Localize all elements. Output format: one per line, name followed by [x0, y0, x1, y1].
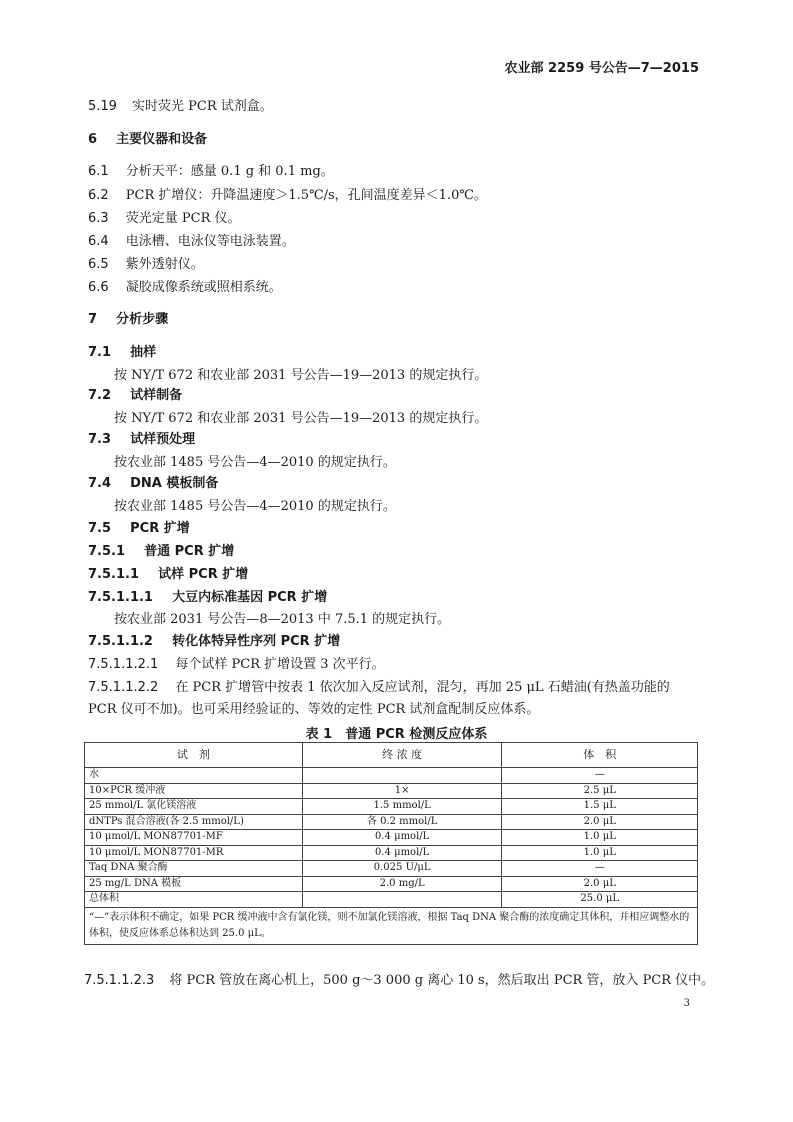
cell-volume: 2.0 μL: [502, 814, 698, 830]
cell-volume: 25.0 μL: [502, 892, 698, 908]
section-number: 7.5: [88, 521, 112, 536]
item-text: 凝胶成像系统或照相系统。: [125, 280, 282, 295]
section-number: 6: [88, 132, 98, 147]
table-row: [85, 892, 698, 908]
item-6-5: [88, 253, 204, 272]
cell-reagent: 10 μmol/L MON87701-MR: [85, 845, 303, 861]
item-6-6: [88, 276, 282, 295]
cell-volume: —: [502, 768, 698, 784]
cell-concentration: 0.4 μmol/L: [302, 830, 502, 846]
section-number: 7.5.1.1.1: [88, 590, 153, 605]
section-number: 7.5.1.1.2.2: [88, 680, 159, 695]
item-text: 分析天平：感量 0.1 g 和 0.1 mg。: [125, 164, 334, 179]
section-title: 主要仪器和设备: [116, 132, 208, 147]
item-6-3: [88, 207, 241, 226]
section-number: 7.5.1.1: [88, 567, 139, 582]
cell-concentration: 0.025 U/μL: [302, 861, 502, 877]
section-7-5-1-1-2-2: [88, 676, 670, 695]
table-row: [85, 799, 698, 815]
section-number: 7.4: [88, 476, 112, 491]
cell-volume: 1.5 μL: [502, 799, 698, 815]
section-number: 7.5.1: [88, 544, 126, 559]
section-7-5-1-heading: [88, 540, 234, 559]
section-title: 大豆内标准基因 PCR 扩增: [172, 590, 328, 605]
cell-volume: 2.0 μL: [502, 876, 698, 892]
section-number: 7.5.1.1.2.1: [88, 657, 159, 672]
table-row: [85, 768, 698, 784]
item-6-4: [88, 230, 295, 249]
section-7-3-text: 按农业部 1485 号公告—4—2010 的规定执行。: [114, 455, 396, 470]
section-7-5-1-1-2-1: [88, 653, 385, 672]
cell-reagent: 总体积: [85, 892, 303, 908]
cell-concentration: 1.5 mmol/L: [302, 799, 502, 815]
cell-concentration: 1×: [302, 783, 502, 799]
section-title: PCR 扩增: [130, 521, 190, 536]
section-title: 试样制备: [130, 388, 183, 403]
cell-volume: 2.5 μL: [502, 783, 698, 799]
page-number: 3: [683, 998, 690, 1009]
header-volume: 体 积: [502, 743, 698, 768]
table-row: [85, 861, 698, 877]
item-6-1: [88, 160, 334, 179]
item-text: 电泳槽、电泳仪等电泳装置。: [125, 234, 295, 249]
table-header-row: [85, 743, 698, 768]
item-text: 荧光定量 PCR 仪。: [125, 211, 241, 226]
section-7-5-1-1-2-2-line2: PCR 仪可不加)。也可采用经验证的、等效的定性 PCR 试剂盒配制反应体系。: [88, 702, 540, 717]
item-text: PCR 扩增仪：升降温速度＞1.5℃/s，孔间温度差异＜1.0℃。: [125, 188, 487, 203]
table-row: [85, 814, 698, 830]
section-7-5-1-1-2-heading: [88, 630, 340, 649]
table-note-row: [85, 907, 698, 944]
section-text: 每个试样 PCR 扩增设置 3 次平行。: [175, 657, 385, 672]
cell-reagent: 10 μmol/L MON87701-MF: [85, 830, 303, 846]
section-7-5-heading: [88, 517, 190, 536]
item-number: 6.6: [88, 280, 109, 295]
header-final-concentration: 终 浓 度: [302, 743, 502, 768]
reaction-table: [84, 742, 698, 945]
section-number: 7.5.1.1.2: [88, 634, 153, 649]
section-7-5-1-1-1-text: 按农业部 2031 号公告—8—2013 中 7.5.1 的规定执行。: [114, 612, 451, 627]
section-number: 5.19: [88, 99, 117, 114]
cell-volume: —: [502, 861, 698, 877]
section-title: 转化体特异性序列 PCR 扩增: [172, 634, 341, 649]
section-title: 试样预处理: [130, 432, 196, 447]
section-5-19: [88, 95, 273, 114]
item-text: 紫外透射仪。: [125, 257, 204, 272]
item-6-2: [88, 184, 487, 203]
section-text: 将 PCR 管放在离心机上，500 g～3 000 g 离心 10 s，然后取出 PCR 管，放入 PCR 仪中。: [169, 973, 715, 988]
section-7-4-text: 按农业部 1485 号公告—4—2010 的规定执行。: [114, 499, 396, 514]
table-row: [85, 876, 698, 892]
table-caption: 表 1 普通 PCR 检测反应体系: [305, 727, 488, 742]
section-7-2-heading: [88, 384, 182, 403]
section-7-1-text: 按 NY/T 672 和农业部 2031 号公告—19—2013 的规定执行。: [114, 368, 488, 383]
section-7-5-1-1-heading: [88, 563, 248, 582]
section-text: 实时荧光 PCR 试剂盒。: [132, 99, 273, 114]
cell-volume: 1.0 μL: [502, 845, 698, 861]
item-number: 6.1: [88, 164, 109, 179]
cell-volume: 1.0 μL: [502, 830, 698, 846]
cell-reagent: 10×PCR 缓冲液: [85, 783, 303, 799]
item-number: 6.4: [88, 234, 109, 249]
section-7-1-heading: [88, 341, 156, 360]
cell-concentration: [302, 892, 502, 908]
item-number: 6.5: [88, 257, 109, 272]
cell-reagent: dNTPs 混合溶液(各 2.5 mmol/L): [85, 814, 303, 830]
section-number: 7: [88, 312, 98, 327]
section-7-5-1-1-2-3: [84, 969, 714, 988]
section-number: 7.1: [88, 345, 112, 360]
section-7-4-heading: [88, 472, 218, 491]
section-title: 抽样: [130, 345, 157, 360]
table-row: [85, 845, 698, 861]
table-row: [85, 830, 698, 846]
section-number: 7.3: [88, 432, 112, 447]
section-7-2-text: 按 NY/T 672 和农业部 2031 号公告—19—2013 的规定执行。: [114, 411, 488, 426]
cell-concentration: [302, 768, 502, 784]
section-7-5-1-1-1-heading: [88, 586, 327, 605]
section-text-line1: 在 PCR 扩增管中按表 1 依次加入反应试剂，混匀，再加 25 μL 石蜡油(有热盖功能的: [175, 680, 670, 695]
section-number: 7.5.1.1.2.3: [84, 973, 155, 988]
section-6-heading: [88, 128, 207, 147]
cell-reagent: 水: [85, 768, 303, 784]
section-7-heading: [88, 308, 168, 327]
document-id: 农业部 2259 号公告—7—2015: [504, 61, 699, 76]
section-title: 试样 PCR 扩增: [158, 567, 249, 582]
cell-concentration: 2.0 mg/L: [302, 876, 502, 892]
item-number: 6.2: [88, 188, 109, 203]
header-reagent: 试 剂: [85, 743, 303, 768]
cell-concentration: 各 0.2 mmol/L: [302, 814, 502, 830]
section-title: 分析步骤: [116, 312, 169, 327]
section-number: 7.2: [88, 388, 112, 403]
cell-reagent: 25 mg/L DNA 模板: [85, 876, 303, 892]
cell-reagent: 25 mmol/L 氯化镁溶液: [85, 799, 303, 815]
cell-reagent: Taq DNA 聚合酶: [85, 861, 303, 877]
section-7-3-heading: [88, 428, 195, 447]
table-row: [85, 783, 698, 799]
item-number: 6.3: [88, 211, 109, 226]
section-title: DNA 模板制备: [130, 476, 219, 491]
section-title: 普通 PCR 扩增: [144, 544, 235, 559]
cell-concentration: 0.4 μmol/L: [302, 845, 502, 861]
table-note: “—”表示体积不确定，如果 PCR 缓冲液中含有氯化镁，则不加氯化镁溶液，根据 Taq DNA 聚合酶的浓度确定其体积，并相应调整水的体积，使反应体系总体积达到 25.0 μL。: [85, 907, 698, 944]
